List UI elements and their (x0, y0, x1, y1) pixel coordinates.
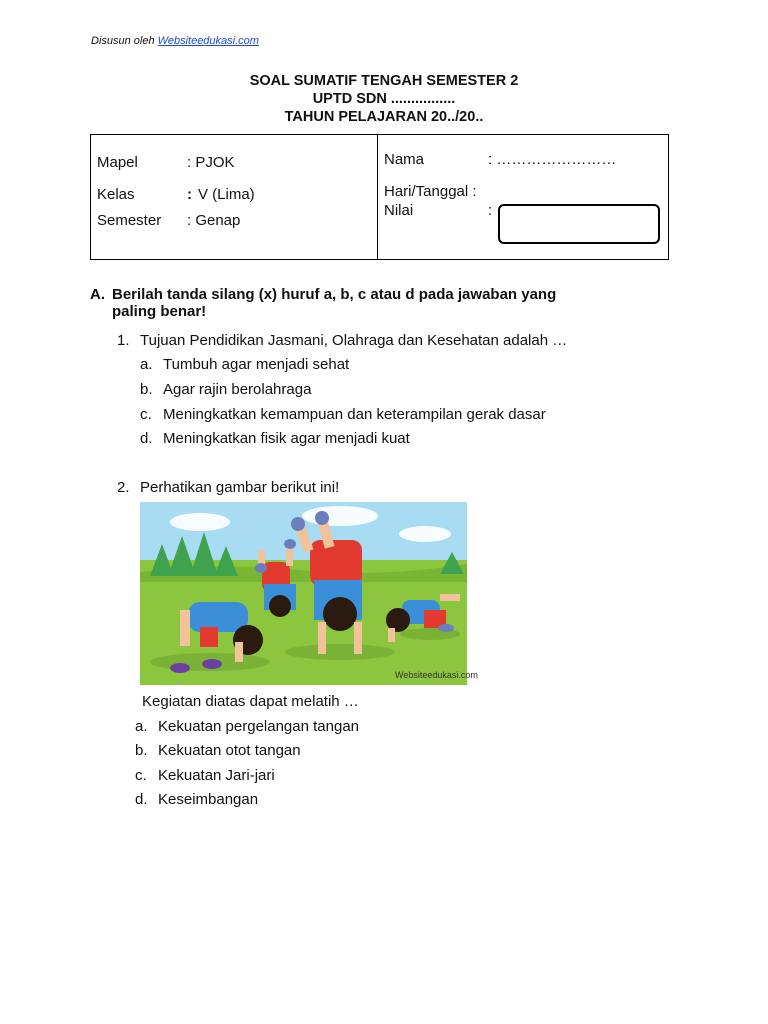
q2-option-a-letter: a. (135, 718, 148, 735)
q2-text: Perhatikan gambar berikut ini! (140, 479, 340, 496)
kelas-label: Kelas (97, 186, 135, 203)
exam-title: SOAL SUMATIF TENGAH SEMESTER 2 (249, 73, 519, 89)
section-a-instruction (90, 286, 556, 320)
image-watermark: Websiteedukasi.com (395, 670, 478, 680)
q2-followup: Kegiatan diatas dapat melatih … (142, 693, 359, 710)
nilai-label: Nilai (384, 202, 414, 219)
section-a-text-line2: paling benar! (112, 303, 207, 320)
section-a-text-line1: Berilah tanda silang (x) huruf a, b, c atau d pada jawaban yang (112, 286, 557, 303)
q2-option-c-letter: c. (135, 767, 147, 784)
header-prefix: Disusun oleh (91, 35, 155, 47)
q1-option-c[interactable]: Meningkatkan kemampuan dan keterampilan gerak dasar (163, 406, 546, 423)
exercise-illustration (140, 502, 478, 685)
nilai-colon: : (488, 202, 493, 219)
academic-year-title: TAHUN PELAJARAN 20../20.. (284, 109, 484, 125)
mapel-value: : PJOK (187, 154, 235, 171)
mapel-label: Mapel (97, 154, 138, 171)
nama-value: : …………………… (488, 151, 617, 168)
table-divider (377, 135, 378, 259)
q1-text: Tujuan Pendidikan Jasmani, Olahraga dan Kesehatan adalah … (140, 332, 568, 349)
semester-value: : Genap (187, 212, 241, 229)
header-note (91, 35, 259, 47)
q2-option-b[interactable]: Kekuatan otot tangan (158, 742, 301, 759)
kids-exercising-image (140, 502, 478, 685)
q1-option-c-letter: c. (140, 406, 152, 423)
semester-label: Semester (97, 212, 162, 229)
info-table (90, 134, 669, 260)
header-link[interactable]: Websiteedukasi.com (157, 35, 259, 47)
kelas-value: V (Lima) (198, 186, 255, 203)
q2-option-b-letter: b. (135, 742, 148, 759)
nilai-box[interactable] (498, 204, 660, 244)
q2-option-d-letter: d. (135, 791, 148, 808)
q1-option-a-letter: a. (140, 356, 153, 373)
q1-option-d-letter: d. (140, 430, 153, 447)
kelas-colon: : (187, 186, 192, 203)
q2-option-c[interactable]: Kekuatan Jari-jari (158, 767, 275, 784)
q1-option-d[interactable]: Meningkatkan fisik agar menjadi kuat (163, 430, 410, 447)
q2-number: 2. (117, 479, 130, 496)
q2-option-d[interactable]: Keseimbangan (158, 791, 259, 808)
hari-tanggal-label: Hari/Tanggal : (384, 183, 477, 200)
school-title: UPTD SDN ................ (312, 91, 456, 107)
nama-label: Nama (384, 151, 425, 168)
q1-option-a[interactable]: Tumbuh agar menjadi sehat (163, 356, 350, 373)
q2-option-a[interactable]: Kekuatan pergelangan tangan (158, 718, 360, 735)
q1-number: 1. (117, 332, 130, 349)
q1-option-b-letter: b. (140, 381, 153, 398)
section-a-number: A. (90, 286, 105, 303)
q1-option-b[interactable]: Agar rajin berolahraga (163, 381, 312, 398)
